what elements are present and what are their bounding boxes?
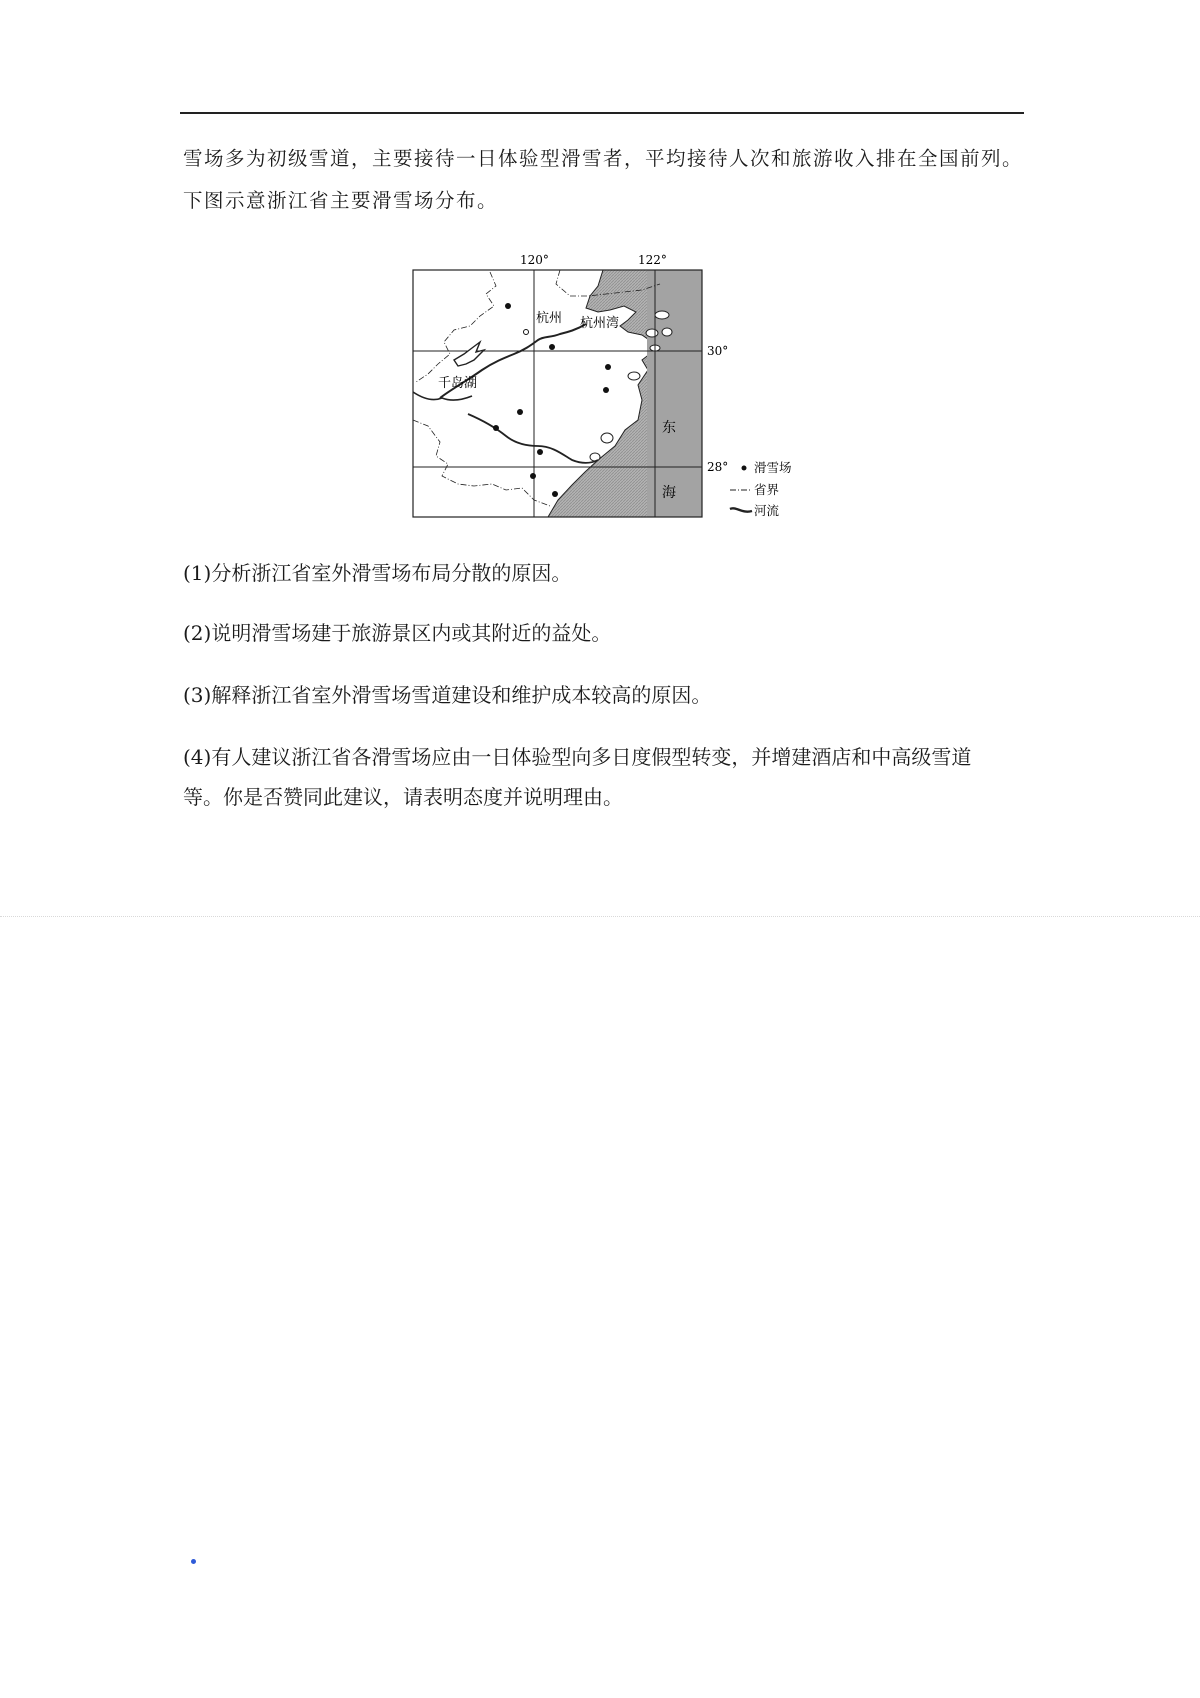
intro-line-1: 雪场多为初级雪道，主要接待一日体验型滑雪者，平均接待人次和旅游收入排在全国前列。 [183, 147, 1024, 170]
lon-label-120: 120° [520, 253, 549, 267]
intro-paragraph [183, 138, 1043, 222]
ski-resort-dot [493, 425, 499, 431]
label-east-sea-1: 东 [662, 420, 676, 436]
question-1-text: (1)分析浙江省室外滑雪场布局分散的原因。 [183, 561, 572, 585]
legend-label-river: 河流 [754, 503, 780, 518]
lat-label-28: 28° [707, 460, 729, 474]
oujiang-river [468, 414, 598, 463]
question-2 [183, 613, 1043, 653]
blue-dot-marker [191, 1559, 196, 1564]
qiandao-lake [454, 342, 484, 366]
question-4-line-1: (4)有人建议浙江省各滑雪场应由一日体验型向多日度假型转变，并增建酒店和中高级雪道 [183, 745, 972, 769]
question-3-text: (3)解释浙江省室外滑雪场雪道建设和维护成本较高的原因。 [183, 683, 712, 707]
lon-label-122: 122° [638, 253, 667, 267]
island [655, 311, 669, 319]
label-qiandao-lake: 千岛湖 [438, 376, 478, 391]
question-3 [183, 675, 1043, 715]
map-svg [410, 250, 810, 525]
legend-label-boundary: 省界 [754, 482, 780, 497]
island [628, 372, 640, 380]
legend-dot-icon [742, 466, 747, 471]
island [601, 433, 613, 443]
label-hangzhou: 杭州 [536, 311, 563, 326]
legend-label-ski: 滑雪场 [754, 460, 792, 475]
ski-resort-dot [549, 344, 555, 350]
label-hangzhou-bay: 杭州湾 [580, 316, 620, 331]
label-east-sea-2: 海 [662, 485, 676, 501]
ski-resort-dot [605, 364, 611, 370]
island [646, 329, 658, 337]
question-4-line-2: 等。你是否赞同此建议，请表明态度并说明理由。 [183, 785, 623, 809]
ski-resort-dot [552, 491, 558, 497]
lat-label-30: 30° [707, 344, 729, 358]
zhejiang-ski-map [410, 250, 810, 525]
island [590, 453, 600, 461]
legend-river-line-icon [730, 508, 752, 511]
page-separator [0, 916, 1200, 917]
ski-resort-dot [505, 303, 511, 309]
ski-resort-dot [517, 409, 523, 415]
ski-resort-dot [537, 449, 543, 455]
hangzhou-city-marker [524, 330, 529, 335]
ski-resort-dot [603, 387, 609, 393]
intro-line-2: 下图示意浙江省主要滑雪场分布。 [183, 189, 499, 212]
island [662, 328, 672, 336]
province-boundary [413, 420, 550, 506]
question-2-text: (2)说明滑雪场建于旅游景区内或其附近的益处。 [183, 621, 612, 645]
question-4 [183, 737, 1043, 817]
province-boundary [416, 272, 496, 382]
ski-resort-dot [530, 473, 536, 479]
question-1 [183, 553, 1043, 593]
header-rule [180, 112, 1024, 114]
